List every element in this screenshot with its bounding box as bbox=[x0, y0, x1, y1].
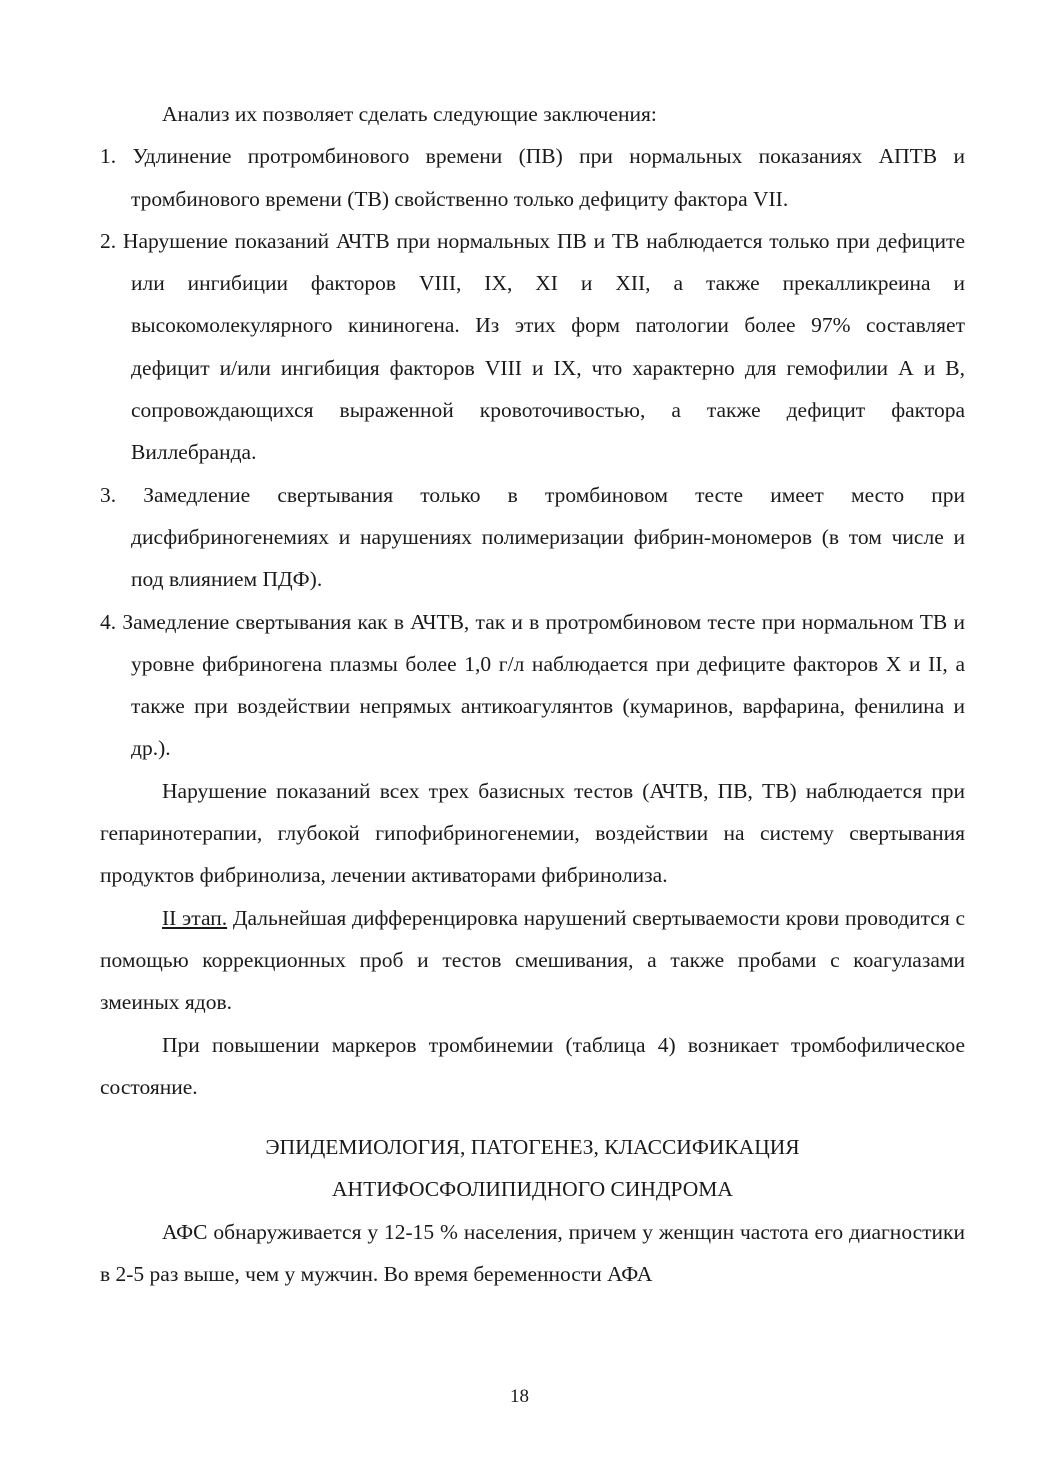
all-tests-paragraph: Нарушение показаний всех трех базисных тестов (АЧТВ, ПВ, ТВ) наблюдается при гепаринотерапии, глубокой гипофибриногенемии, воздействии на систему свертывания продуктов фибринолиза, лечении активаторами фибринолиза. bbox=[100, 778, 965, 888]
stage2-paragraph bbox=[100, 897, 965, 1024]
intro-paragraph: Анализ их позволяет сделать следующие заключения: bbox=[162, 102, 657, 126]
list-item-1: 1. Удлинение протромбинового времени (ПВ) при нормальных показаниях АПТВ и тромбинового времени (ТВ) свойственно только дефициту фактора VII. bbox=[100, 144, 965, 211]
thrombinemia-paragraph: При повышении маркеров тромбинемии (таблица 4) возникает тромбофилическое состояние. bbox=[100, 1032, 965, 1099]
heading-line-1: ЭПИДЕМИОЛОГИЯ, ПАТОГЕНЕЗ, КЛАССИФИКАЦИЯ bbox=[265, 1135, 800, 1160]
section-heading bbox=[100, 1126, 965, 1211]
list-item-2: 2. Нарушение показаний АЧТВ при нормальных ПВ и ТВ наблюдается только при дефиците или ингибиции факторов VIII, IX, XI и XII, а также прекалликреина и высокомолекулярного кининогена. Из этих форм патологии более 97% составляет дефицит и/или ингибиция факторов VIII и IX, что характерно для гемофилии А и В, сопровождающихся выраженной кровоточивостью, а также дефицит фактора Виллебранда. bbox=[100, 228, 965, 465]
body-text bbox=[100, 93, 965, 1295]
stage2-label: II этап. bbox=[162, 905, 228, 930]
heading-line-2: АНТИФОСФОЛИПИДНОГО СИНДРОМА bbox=[332, 1177, 733, 1202]
aps-paragraph: АФС обнаруживается у 12-15 % населения, причем у женщин частота его диагностики в 2-5 раз выше, чем у мужчин. Во время беременности АФА bbox=[100, 1219, 965, 1287]
list-item-4: 4. Замедление свертывания как в АЧТВ, так и в протромбиновом тесте при нормальном ТВ и уровне фибриногена плазмы более 1,0 г/л наблюдается при дефиците факторов X и II, а также при воздействии непрямых антикоагулянтов (кумаринов, варфарина, фенилина и др.). bbox=[100, 609, 965, 761]
page-number: 18 bbox=[510, 1386, 529, 1407]
stage2-text: Дальнейшая дифференцировка нарушений свертываемости крови проводится с помощью коррекционных проб и тестов смешивания, а также пробами с коагулазами змеиных ядов. bbox=[100, 905, 965, 1015]
list-item-3: 3. Замедление свертывания только в тромбиновом тесте имеет место при дисфибриногенемиях и нарушениях полимеризации фибрин-мономеров (в том числе и под влиянием ПДФ). bbox=[100, 482, 965, 592]
